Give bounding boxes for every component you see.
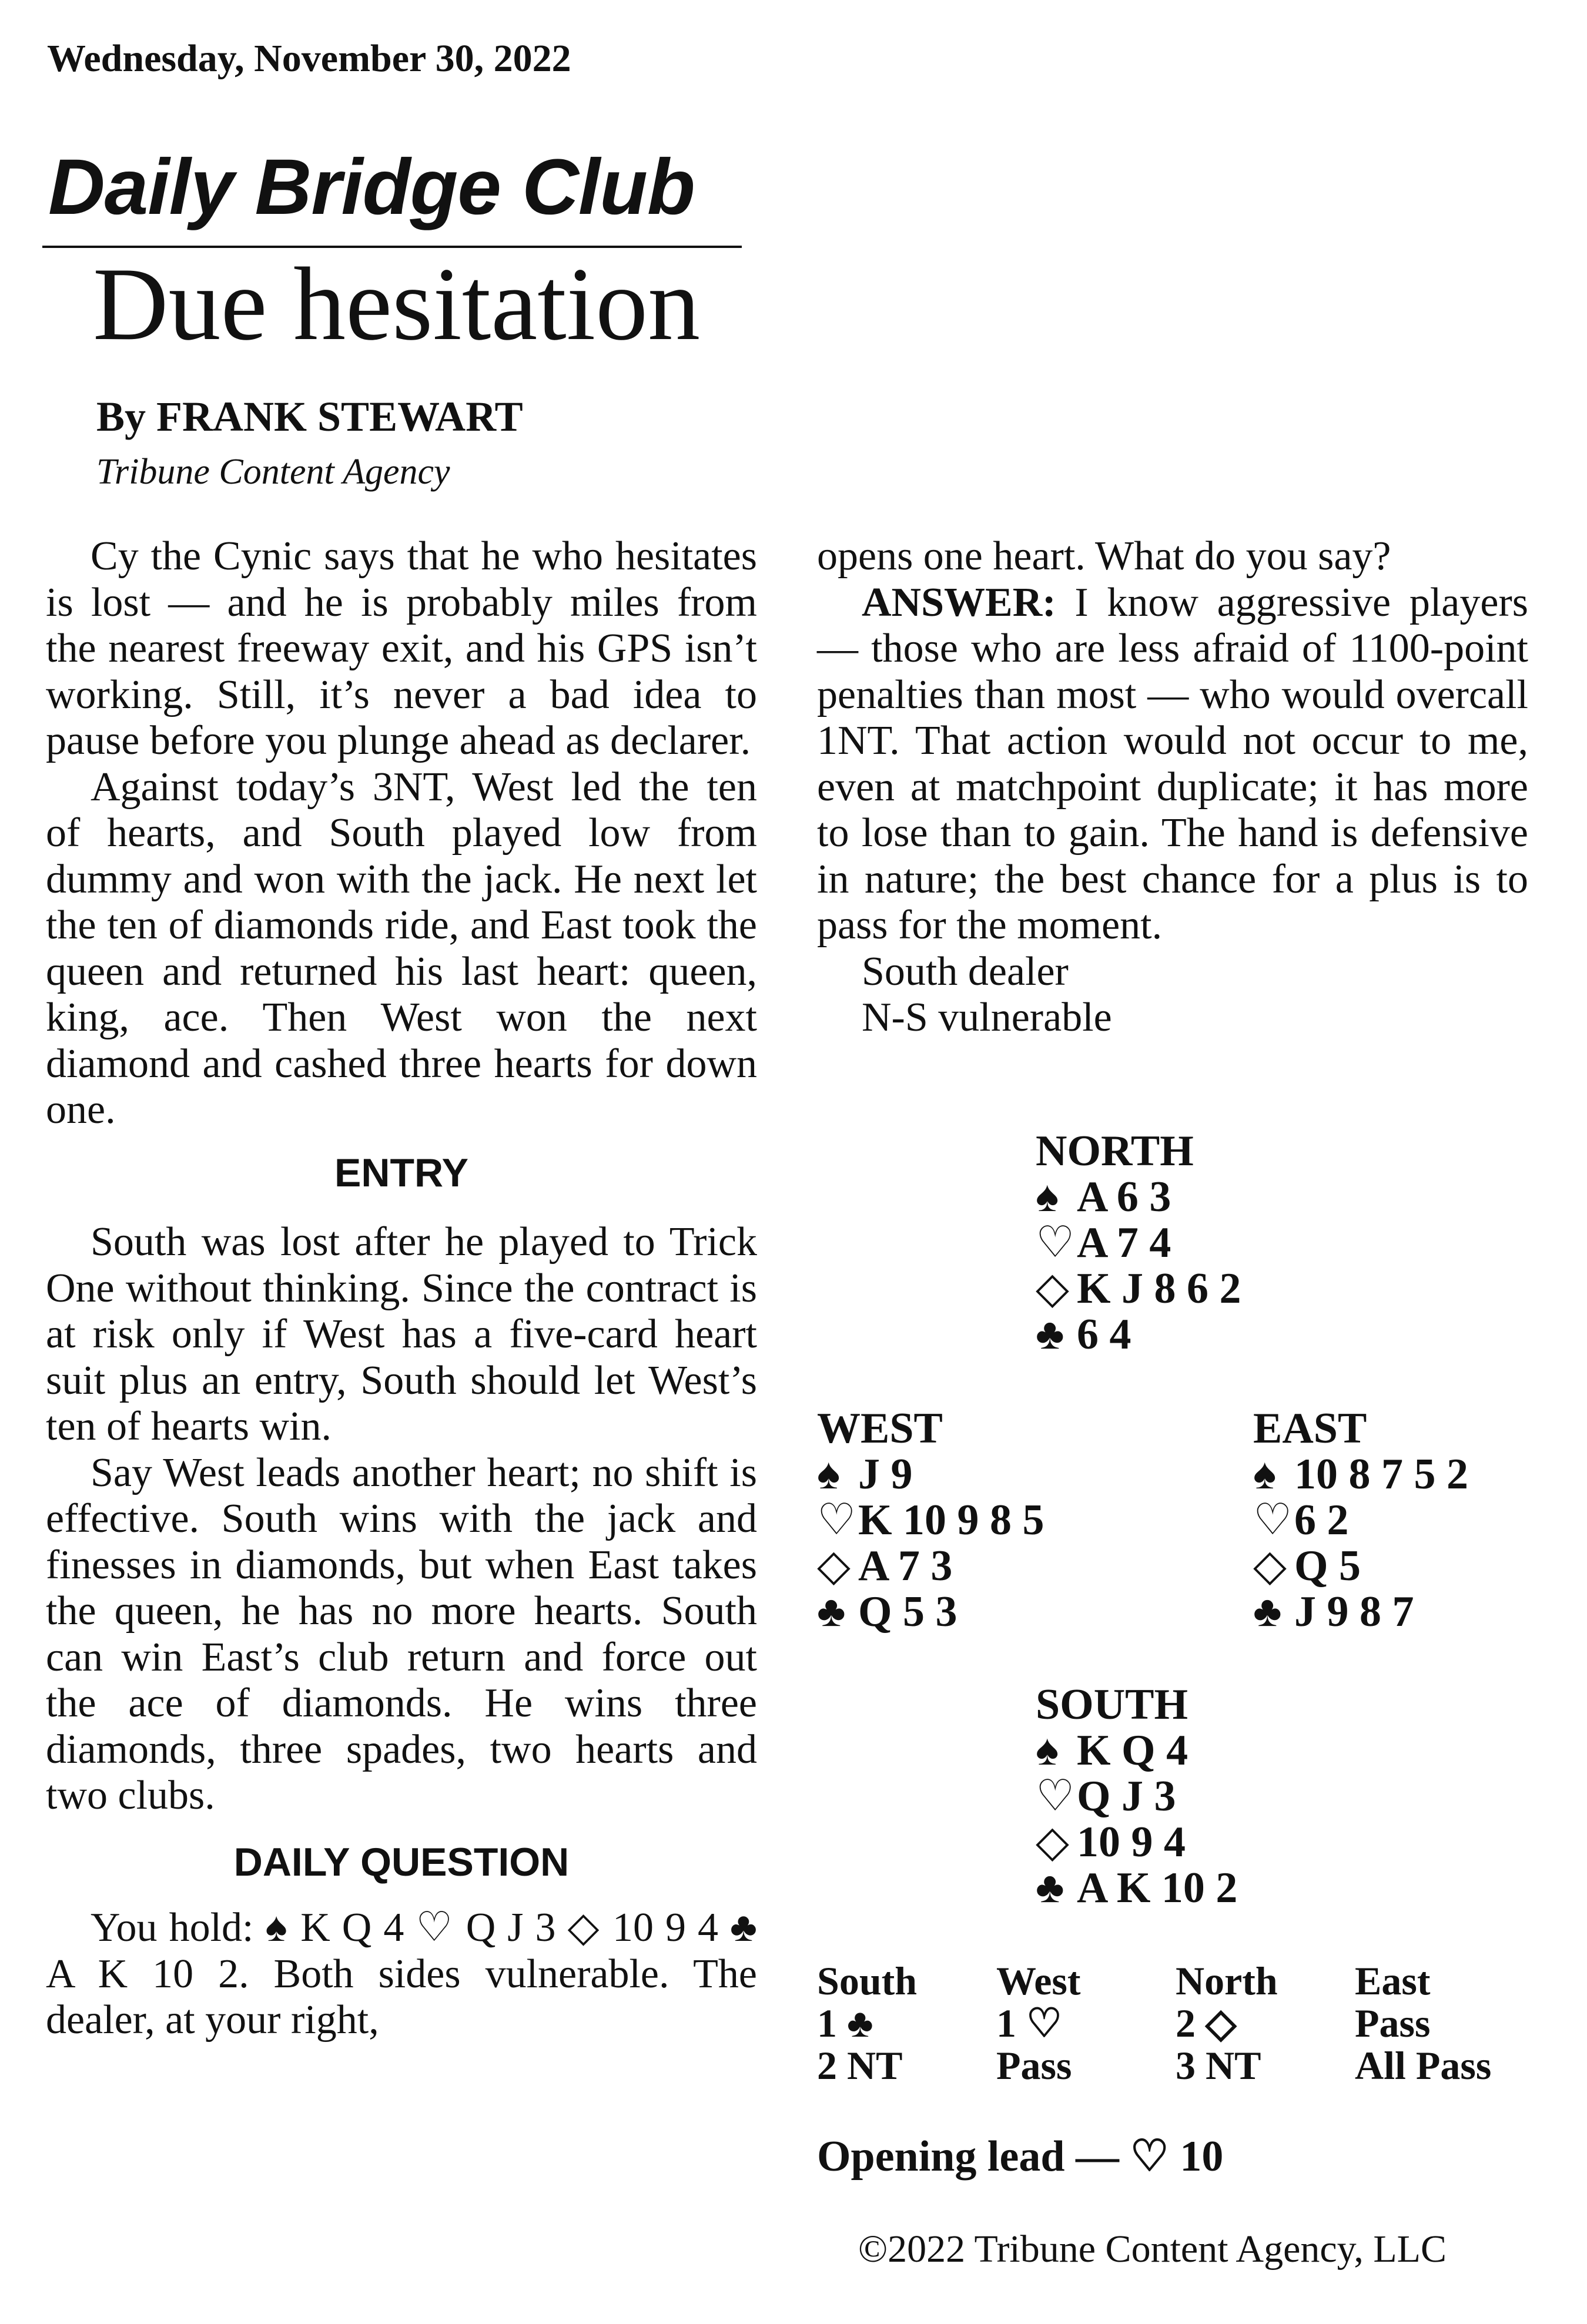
heart-icon: ♡ bbox=[1253, 1496, 1293, 1544]
diamond-cards: 10 9 4 bbox=[1077, 1818, 1186, 1866]
byline: By FRANK STEWART bbox=[96, 393, 523, 440]
auction-header: North bbox=[1176, 1959, 1278, 2003]
auction-bid: Pass bbox=[1355, 2001, 1431, 2045]
auction-header-row bbox=[817, 1960, 1534, 2002]
club-icon: ♣ bbox=[817, 1588, 846, 1636]
spade-icon: ♠ bbox=[1253, 1450, 1277, 1498]
auction-bid: Pass bbox=[996, 2043, 1072, 2088]
hand-direction: WEST bbox=[817, 1404, 943, 1453]
diamond-cards: A 7 3 bbox=[858, 1542, 953, 1590]
spade-cards: K Q 4 bbox=[1077, 1726, 1188, 1775]
diamond-icon: ◇ bbox=[1036, 1265, 1069, 1313]
vulnerability-info: N-S vulnerable bbox=[862, 995, 1112, 1040]
hand-east bbox=[1253, 1406, 1468, 1635]
paragraph: South was lost after he played to Trick One without thinking. Since the contract is at risk only if West has a five-card heart suit plus an entry, South should let West’s ten of hearts win. bbox=[46, 1219, 757, 1449]
club-cards: A K 10 2 bbox=[1077, 1864, 1238, 1912]
spade-cards: J 9 bbox=[858, 1450, 913, 1498]
auction-row bbox=[817, 2044, 1534, 2087]
auction-bid: 3 NT bbox=[1176, 2043, 1261, 2088]
spade-icon: ♠ bbox=[1036, 1726, 1059, 1775]
publication-date: Wednesday, November 30, 2022 bbox=[47, 37, 571, 80]
auction-header: East bbox=[1355, 1959, 1431, 2003]
hand-west bbox=[817, 1406, 1044, 1635]
auction-bid: 1 ♡ bbox=[996, 2001, 1062, 2045]
heart-cards: 6 2 bbox=[1294, 1496, 1349, 1544]
headline: Due hesitation bbox=[93, 246, 701, 362]
auction-table bbox=[817, 1960, 1534, 2087]
club-cards: 6 4 bbox=[1077, 1310, 1131, 1359]
auction-header: South bbox=[817, 1959, 918, 2003]
diamond-icon: ◇ bbox=[817, 1542, 851, 1590]
auction-header: West bbox=[996, 1959, 1081, 2003]
diamond-icon: ◇ bbox=[1253, 1542, 1287, 1590]
auction-bid: 2 NT bbox=[817, 2043, 903, 2088]
paragraph: Against today’s 3NT, West led the ten of hearts, and South played low from dummy and won with the jack. He next let the ten of diamonds ride, and East took the queen and returned his last heart: queen, king, ace. Then West won the next diamond and cashed three hearts for down one. bbox=[46, 764, 757, 1132]
club-icon: ♣ bbox=[1036, 1864, 1064, 1912]
opening-lead: Opening lead — ♡ 10 bbox=[817, 2132, 1224, 2181]
heart-cards: K 10 9 8 5 bbox=[858, 1496, 1044, 1544]
diamond-cards: Q 5 bbox=[1294, 1542, 1361, 1590]
auction-bid: 1 ♣ bbox=[817, 2001, 873, 2045]
hand-direction: NORTH bbox=[1036, 1127, 1194, 1175]
answer-label: ANSWER: bbox=[862, 579, 1056, 625]
answer-text: I know aggressive players — those who are less afraid of 1100-point penalties than most — who would overcall 1NT. That action would not occur to me, even at matchpoint duplicate; it has more to lose than to gain. The hand is defensive in nature; the best chance for a plus is to pass for the moment. bbox=[817, 579, 1528, 948]
article-right-column bbox=[817, 534, 1528, 1041]
dealer-info: South dealer bbox=[862, 948, 1069, 994]
club-cards: Q 5 3 bbox=[858, 1588, 957, 1636]
column-name: Daily Bridge Club bbox=[48, 143, 695, 231]
auction-row bbox=[817, 2002, 1534, 2044]
spade-icon: ♠ bbox=[817, 1450, 841, 1498]
article-left-column bbox=[46, 534, 757, 2044]
copyright: ©2022 Tribune Content Agency, LLC bbox=[858, 2228, 1447, 2271]
club-cards: J 9 8 7 bbox=[1294, 1588, 1414, 1636]
auction-bid: All Pass bbox=[1355, 2043, 1492, 2088]
paragraph: opens one heart. What do you say? bbox=[817, 534, 1391, 579]
club-icon: ♣ bbox=[1253, 1588, 1282, 1636]
diamond-cards: K J 8 6 2 bbox=[1077, 1265, 1241, 1313]
heart-icon: ♡ bbox=[817, 1496, 856, 1544]
hand-north bbox=[1036, 1128, 1241, 1357]
paragraph: Say West leads another heart; no shift is effective. South wins with the jack and finesses in diamonds, but when East takes the queen, he has no more hearts. South can win East’s club return and force out the ace of diamonds. He wins three diamonds, three spades, two hearts and two clubs. bbox=[46, 1450, 757, 1818]
paragraph: Cy the Cynic says that he who hesitates is lost — and he is probably miles from the nearest freeway exit, and his GPS isn’t working. Still, it’s never a bad idea to pause before you plunge ahead as declarer. bbox=[46, 534, 757, 763]
hand-direction: EAST bbox=[1253, 1404, 1367, 1453]
agency-credit: Tribune Content Agency bbox=[96, 452, 450, 492]
spade-cards: A 6 3 bbox=[1077, 1173, 1171, 1221]
hand-direction: SOUTH bbox=[1036, 1681, 1188, 1729]
spade-icon: ♠ bbox=[1036, 1173, 1059, 1221]
club-icon: ♣ bbox=[1036, 1310, 1064, 1359]
auction-bid: 2 ◇ bbox=[1176, 2001, 1237, 2045]
spade-cards: 10 8 7 5 2 bbox=[1294, 1450, 1468, 1498]
heart-cards: Q J 3 bbox=[1077, 1772, 1176, 1820]
answer-paragraph bbox=[817, 580, 1528, 949]
section-heading: ENTRY bbox=[334, 1150, 468, 1195]
diamond-icon: ◇ bbox=[1036, 1818, 1069, 1866]
hand-south bbox=[1036, 1682, 1237, 1911]
heart-icon: ♡ bbox=[1036, 1772, 1075, 1820]
heart-cards: A 7 4 bbox=[1077, 1219, 1171, 1267]
heart-icon: ♡ bbox=[1036, 1219, 1075, 1267]
question-paragraph: You hold: ♠ K Q 4 ♡ Q J 3 ◇ 10 9 4 ♣ A K 10 2. Both sides vulnerable. The dealer, at your right, bbox=[46, 1905, 757, 2043]
section-heading: DAILY QUESTION bbox=[233, 1839, 570, 1884]
